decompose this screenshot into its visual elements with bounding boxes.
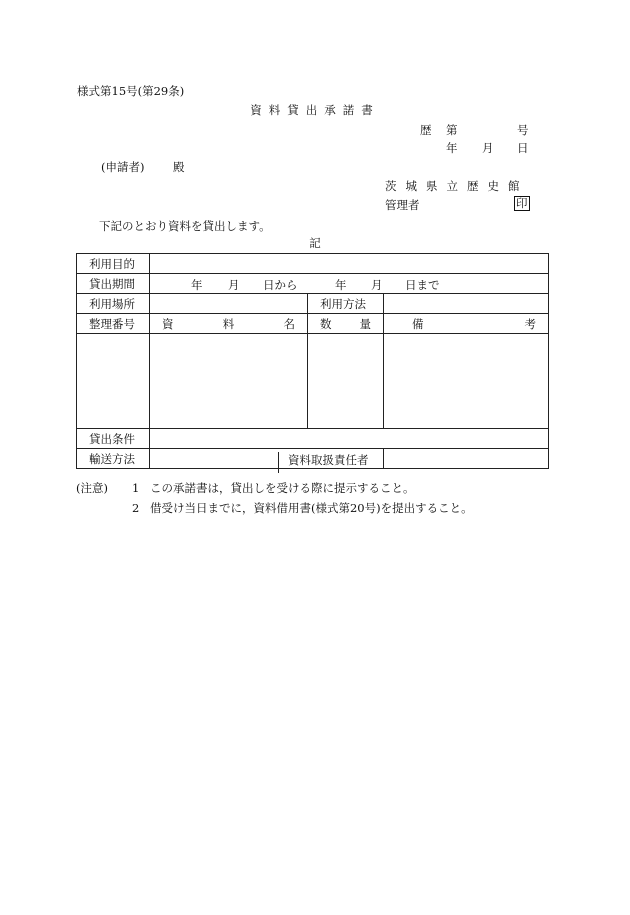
transport-divider [278,452,279,473]
conditions-row [77,429,549,449]
place-row [77,294,549,314]
applicant-label: (申請者) [101,160,145,174]
col-remarks-1: 備 [412,316,424,331]
purpose-value [150,254,549,274]
ki-heading: 記 [309,236,321,250]
note-2 [76,498,473,518]
place-value [150,294,308,314]
seal-mark: 印 [516,196,528,210]
date-day: 日 [517,141,529,155]
col-number: 整理番号 [77,314,150,334]
purpose-row [77,254,549,274]
purpose-label: 利用目的 [77,254,150,274]
note-2-num: 2 [132,501,140,515]
note-1 [76,478,473,498]
form-reference: 様式第15号(第29条) [77,84,185,98]
note-1-num: 1 [132,481,140,495]
period-from: 日から [263,278,298,292]
intro-text: 下記のとおり資料を貸出します。 [99,219,271,233]
col-remarks-2: 考 [524,316,537,331]
col-quantity [308,314,384,334]
period-label: 貸出期間 [77,274,150,294]
note-1-text: この承諾書は，貸出しを受ける際に提示すること。 [150,481,415,495]
col-material-2: 料 [222,316,235,331]
col-remarks [384,314,549,334]
period-value [150,274,549,294]
reg-prefix: 第 [446,123,458,137]
transport-label: 輸送方法 [77,449,150,469]
items-material-cell [150,334,308,429]
period-month-1: 月 [228,278,240,292]
method-value [384,294,549,314]
place-label: 利用場所 [77,294,150,314]
manager-label: 管理者 [385,198,420,212]
method-label: 利用方法 [308,294,384,314]
notes-label: (注意) [76,481,108,495]
date-year: 年 [446,141,458,155]
notes-block [76,478,473,518]
handler-label: 資料取扱責任者 [288,453,369,467]
col-material-1: 資 [162,316,174,331]
period-month-2: 月 [371,278,383,292]
column-header-row [77,314,549,334]
handler-value [384,449,549,469]
period-row [77,274,549,294]
col-material-3: 名 [283,316,295,331]
loan-table [76,253,549,469]
items-quantity-cell [308,334,384,429]
transport-row [77,449,549,469]
col-material [150,314,308,334]
items-remarks-cell [384,334,549,429]
col-qty-2: 量 [359,316,371,331]
conditions-value [150,429,549,449]
col-qty-1: 数 [320,316,332,331]
reg-suffix: 号 [517,123,529,137]
items-number-cell [77,334,150,429]
items-row [77,334,549,429]
applicant-honorific: 殿 [173,160,185,174]
reg-label: 歴 [420,123,432,137]
period-year-2: 年 [335,278,347,292]
institution-name: 茨城県立歴史館 [385,179,529,193]
document-title: 資料貸出承諾書 [250,103,380,117]
period-year-1: 年 [191,278,203,292]
transport-value [150,449,384,469]
period-to: 日まで [405,278,440,292]
conditions-label: 貸出条件 [77,429,150,449]
date-month: 月 [482,141,494,155]
note-2-text: 借受け当日までに，資料借用書(様式第20号)を提出すること。 [150,501,473,515]
